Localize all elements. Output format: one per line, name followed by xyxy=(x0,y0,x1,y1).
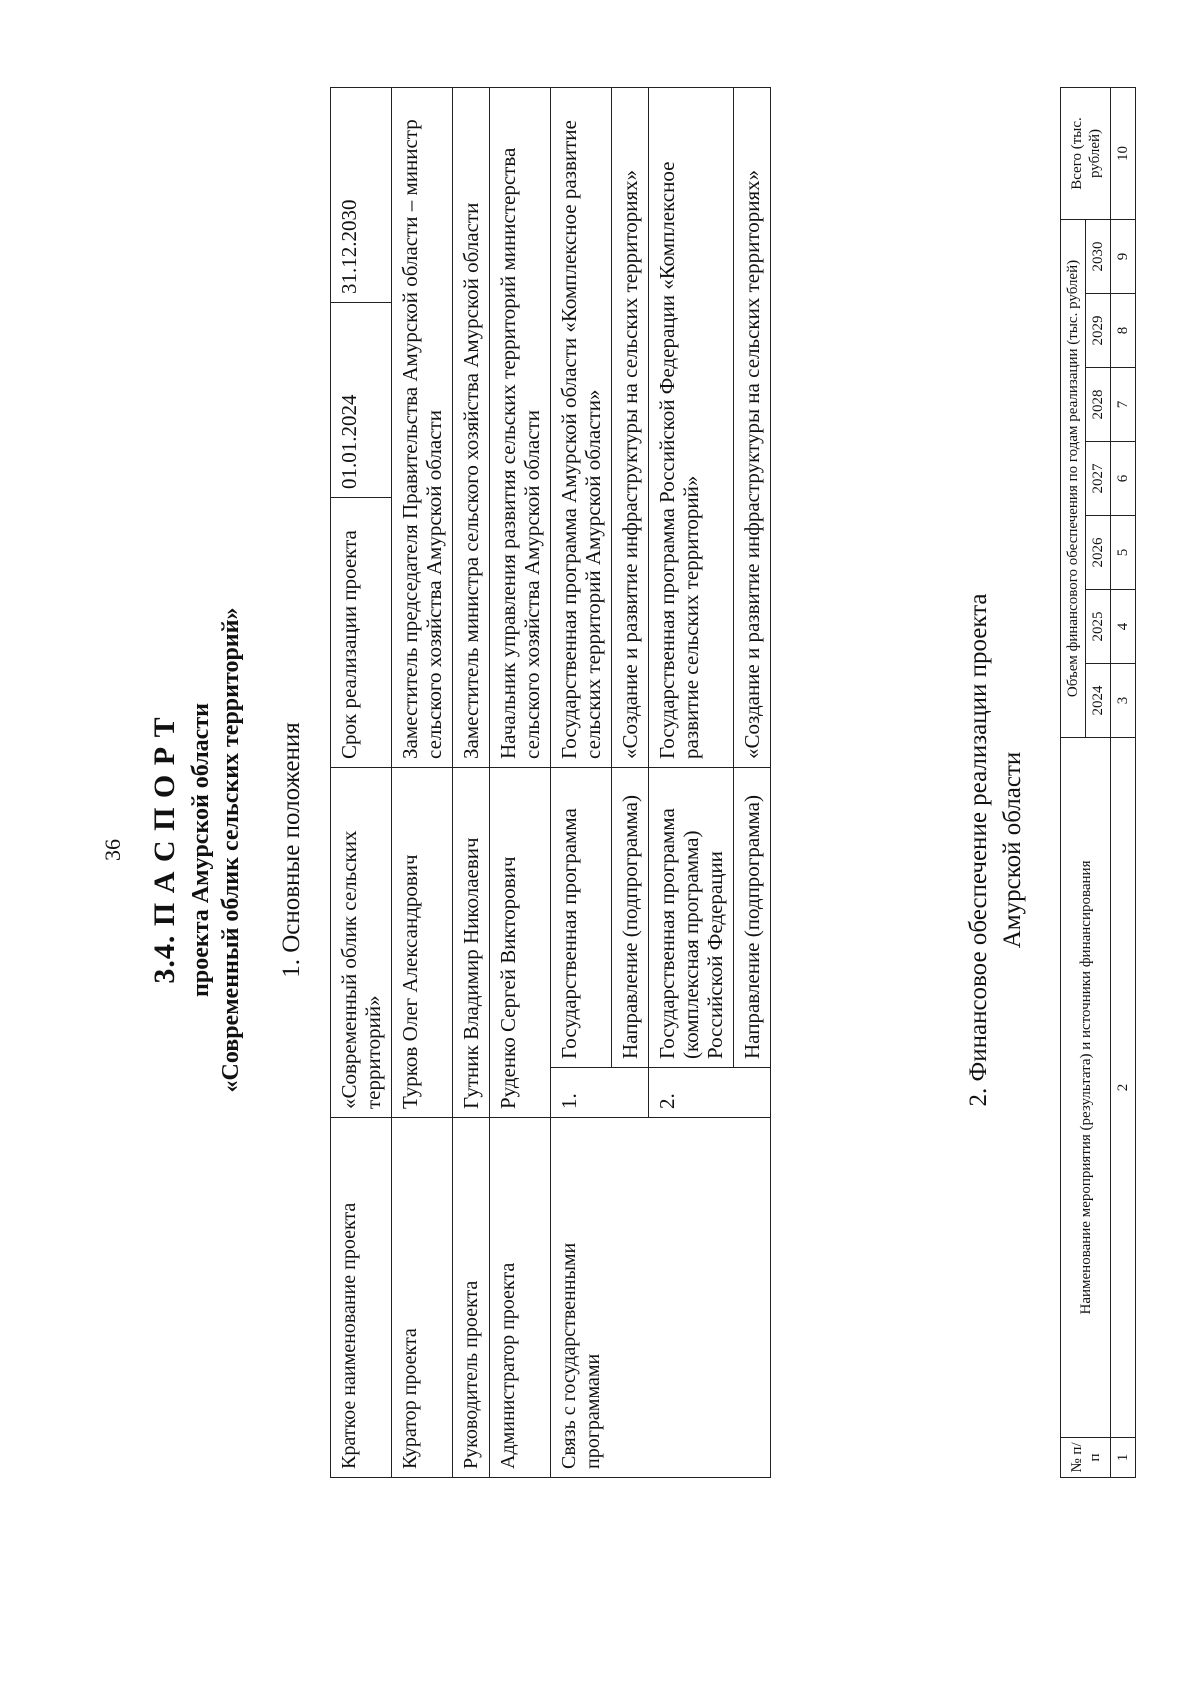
leader-label: Руководитель проекта xyxy=(453,1118,490,1478)
table-header-row xyxy=(1061,88,1086,1478)
section-2-heading-line1: 2. Финансовое обеспечение реализации проекта xyxy=(965,593,992,1107)
programs-label: Связь с государственными программами xyxy=(551,1118,771,1478)
program-2-direction-type: Направление (подпрограмма) xyxy=(734,767,771,1067)
index-cell: 7 xyxy=(1111,368,1136,442)
leader-position: Заместитель министра сельского хозяйства Амурской области xyxy=(453,87,490,767)
col-name-header: Наименование мероприятия (результата) и источники финансирования xyxy=(1061,738,1111,1438)
year-header: 2026 xyxy=(1086,516,1111,590)
project-name: «Современный облик сельских территорий» xyxy=(218,607,244,1093)
table-row xyxy=(392,87,453,1477)
financing-table xyxy=(1060,87,1136,1478)
program-2-value: Государственная программа Российской Федерации «Комплексное развитие сельских территорий» xyxy=(649,87,734,767)
year-header: 2030 xyxy=(1086,220,1111,294)
table-row xyxy=(490,87,551,1477)
short-name-value: «Современный облик сельских территорий» xyxy=(331,767,392,1117)
term-label: Срок реализации проекта xyxy=(331,497,392,767)
admin-name: Руденко Сергей Викторович xyxy=(490,767,551,1117)
year-header: 2024 xyxy=(1086,664,1111,738)
program-2-num: 2. xyxy=(649,1068,771,1118)
leader-name: Гутник Владимир Николаевич xyxy=(453,767,490,1117)
year-header: 2028 xyxy=(1086,368,1111,442)
short-name-label: Краткое наименование проекта xyxy=(331,1118,392,1478)
col-total-header: Всего (тыс. рублей) xyxy=(1061,88,1111,220)
index-cell: 2 xyxy=(1111,738,1136,1438)
term-end: 31.12.2030 xyxy=(331,87,392,302)
admin-position: Начальник управления развития сельских территорий министерства сельского хозяйства Амурской области xyxy=(490,87,551,767)
table-row xyxy=(551,87,612,1477)
term-start: 01.01.2024 xyxy=(331,302,392,497)
index-cell: 5 xyxy=(1111,516,1136,590)
program-1-type: Государственная программа xyxy=(551,767,612,1067)
admin-label: Администратор проекта xyxy=(490,1118,551,1478)
program-1-num: 1. xyxy=(551,1068,649,1118)
index-cell: 6 xyxy=(1111,442,1136,516)
index-cell: 4 xyxy=(1111,590,1136,664)
passport-subtitle: проекта Амурской области xyxy=(188,703,214,997)
basic-provisions-table xyxy=(330,87,771,1478)
section-2-heading xyxy=(962,0,1030,1700)
col-years-group-header: Объем финансового обеспечения по годам реализации (тыс. рублей) xyxy=(1061,220,1086,738)
table-row xyxy=(331,87,392,1477)
page-number: 36 xyxy=(100,839,125,861)
table-index-row xyxy=(1111,88,1136,1478)
section-1-heading: 1. Основные положения xyxy=(278,722,305,978)
year-header: 2025 xyxy=(1086,590,1111,664)
index-cell: 1 xyxy=(1111,1438,1136,1478)
index-cell: 10 xyxy=(1111,88,1136,220)
col-num-header: № п/п xyxy=(1061,1438,1111,1478)
index-cell: 3 xyxy=(1111,664,1136,738)
program-1-direction-type: Направление (подпрограмма) xyxy=(612,767,649,1067)
curator-name: Турков Олег Александрович xyxy=(392,767,453,1117)
index-cell: 9 xyxy=(1111,220,1136,294)
program-2-type: Государственная программа (комплексная программа) Российской Федерации xyxy=(649,767,734,1067)
program-2-direction-value: «Создание и развитие инфраструктуры на сельских территориях» xyxy=(734,87,771,767)
curator-label: Куратор проекта xyxy=(392,1118,453,1478)
passport-title: 3.4. П А С П О Р Т xyxy=(148,716,181,984)
table-row xyxy=(453,87,490,1477)
year-header: 2029 xyxy=(1086,294,1111,368)
year-header: 2027 xyxy=(1086,442,1111,516)
program-1-direction-value: «Создание и развитие инфраструктуры на сельских территориях» xyxy=(612,87,649,767)
section-2-heading-line2: Амурской области xyxy=(999,751,1026,949)
curator-position: Заместитель председателя Правительства Амурской области – министр сельского хозяйства Амурской области xyxy=(392,87,453,767)
program-1-value: Государственная программа Амурской области «Комплексное развитие сельских территорий Амурской области» xyxy=(551,87,612,767)
index-cell: 8 xyxy=(1111,294,1136,368)
